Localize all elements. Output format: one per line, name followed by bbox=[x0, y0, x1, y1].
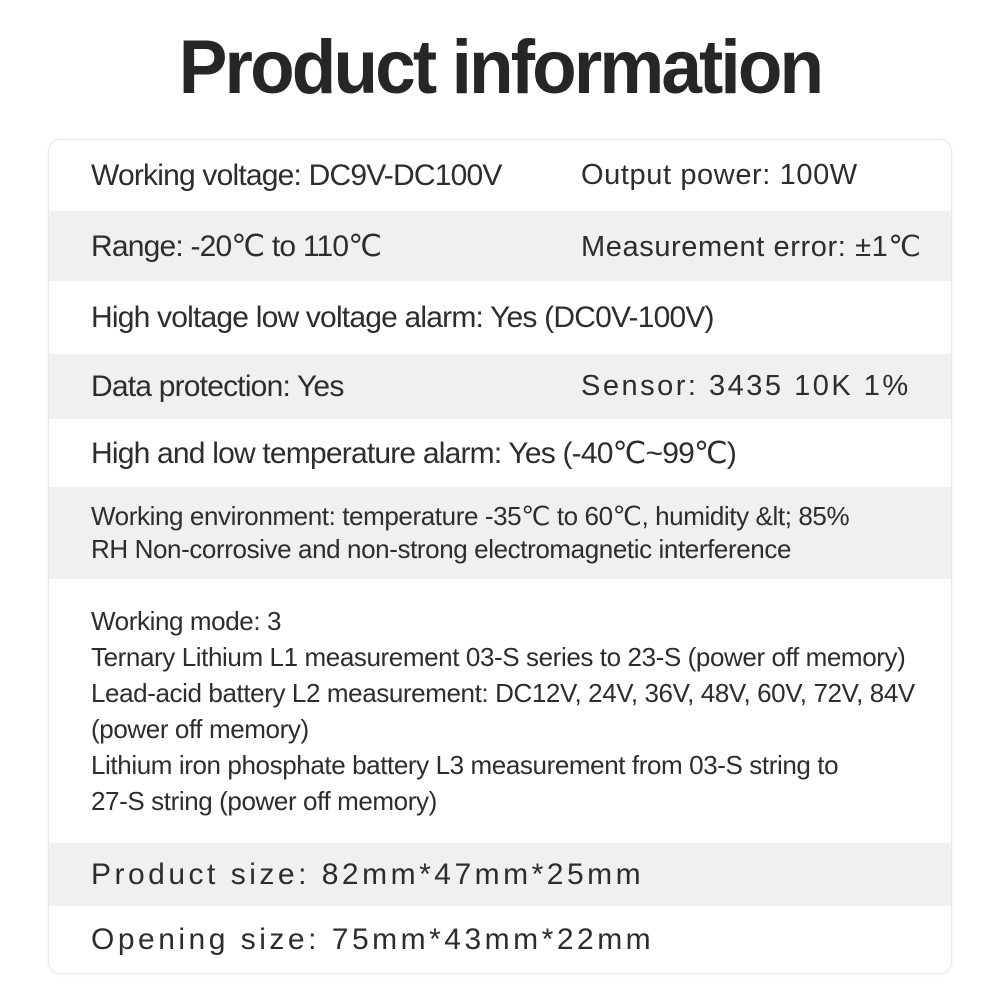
spec-row-working-environment bbox=[49, 487, 951, 579]
spec-row-range-error bbox=[49, 211, 951, 281]
spec-working-voltage: Working voltage: DC9V-DC100V bbox=[91, 158, 502, 192]
spec-row-voltage-power bbox=[49, 140, 951, 211]
spec-opening-size: Opening size: 75mm*43mm*22mm bbox=[91, 922, 655, 956]
spec-environment-line-2: RH Non-corrosive and non-strong electromagnetic interference bbox=[91, 534, 792, 564]
spec-range: Range: -20℃ to 110℃ bbox=[91, 229, 382, 263]
spec-mode-l3: Lithium iron phosphate battery L3 measurement from 03-S string to bbox=[91, 750, 839, 780]
page-title: Product information bbox=[178, 25, 822, 110]
spec-working-mode: Working mode: 3 bbox=[91, 606, 282, 636]
spec-row-opening-size bbox=[49, 906, 951, 973]
spec-product-size: Product size: 82mm*47mm*25mm bbox=[91, 857, 645, 891]
spec-temperature-alarm: High and low temperature alarm: Yes (-40℃~99℃) bbox=[91, 436, 737, 470]
spec-measurement-error: Measurement error: ±1℃ bbox=[581, 230, 922, 263]
spec-mode-l2-cont: (power off memory) bbox=[91, 714, 309, 744]
spec-sensor: Sensor: 3435 10K 1% bbox=[581, 370, 911, 402]
spec-mode-l3-cont: 27-S string (power off memory) bbox=[91, 786, 437, 816]
product-info-card bbox=[48, 139, 952, 974]
spec-row-product-size bbox=[49, 843, 951, 906]
spec-output-power: Output power: 100W bbox=[581, 159, 858, 191]
spec-row-working-modes bbox=[49, 579, 951, 843]
spec-voltage-alarm: High voltage low voltage alarm: Yes (DC0V-100V) bbox=[91, 300, 714, 334]
spec-mode-l2: Lead-acid battery L2 measurement: DC12V, 24V, 36V, 48V, 60V, 72V, 84V bbox=[91, 678, 915, 708]
spec-row-protection-sensor bbox=[49, 354, 951, 419]
spec-data-protection: Data protection: Yes bbox=[91, 369, 344, 403]
spec-mode-l1: Ternary Lithium L1 measurement 03-S series to 23-S (power off memory) bbox=[91, 642, 906, 672]
spec-environment-line-1: Working environment: temperature -35℃ to 60℃, humidity &lt; 85% bbox=[91, 501, 850, 531]
spec-row-voltage-alarm bbox=[49, 281, 951, 354]
spec-row-temperature-alarm bbox=[49, 419, 951, 487]
